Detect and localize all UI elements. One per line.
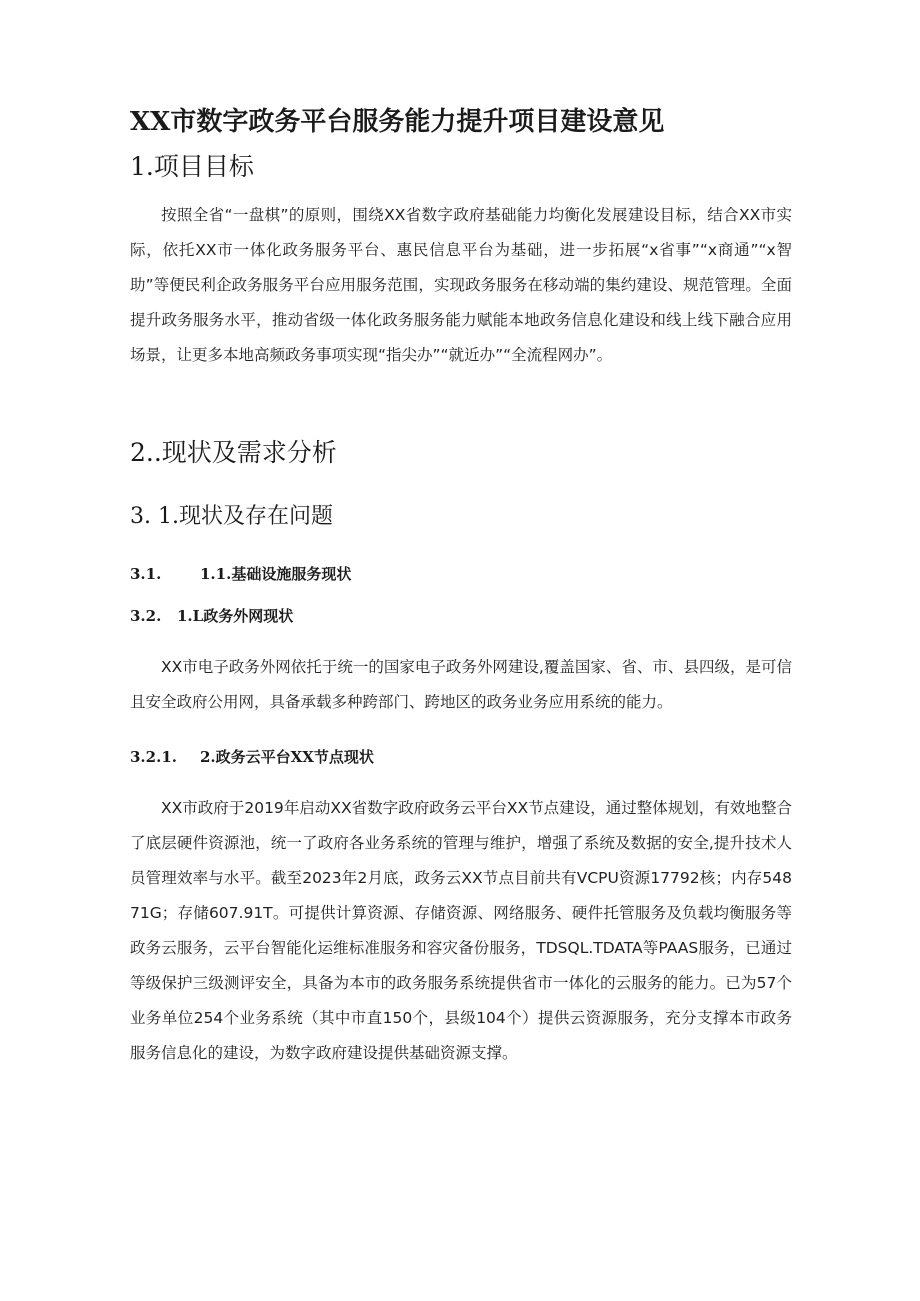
subheading-extranet <box>130 605 293 627</box>
section-heading-status-analysis: 2..现状及需求分析 <box>130 438 337 467</box>
subheading-infrastructure <box>130 563 351 585</box>
subheading-label: 1.1.基础设施服务现状 <box>200 565 352 583</box>
subheading-label: 1.L政务外网现状 <box>177 607 294 625</box>
subheading-cloud-platform <box>130 746 374 768</box>
subheading-label: 2.政务云平台XX节点现状 <box>200 748 374 766</box>
goals-paragraph: 按照全省“一盘棋”的原则，围绕XX省数字政府基础能力均衡化发展建设目标，结合XX市实际，依托XX市一体化政务服务平台、惠民信息平台为基础，进一步拓展“x省事”“x商通”“x智助”等便民利企政务服务平台应用服务范围，实现政务服务在移动端的集约建设、规范管理。全面提升政务服务水平，推动省级一体化政务服务能力赋能本地政务信息化建设和线上线下融合应用场景，让更多本地高频政务事项实现“指尖办”“就近办”“全流程网办”。 <box>130 206 792 364</box>
subheading-number: 3.2.1. <box>130 748 177 766</box>
section-heading-goals: 1.项目目标 <box>130 152 254 181</box>
subheading-number: 3.1. <box>130 565 162 583</box>
extranet-paragraph: XX市电子政务外网依托于统一的国家电子政务外网建设,覆盖国家、省、市、县四级，是可信且安全政府公用网，具备承载多种跨部门、跨地区的政务业务应用系统的能力。 <box>130 658 792 711</box>
section-heading-status-problems: 3. 1.现状及存在问题 <box>130 504 333 529</box>
document-title: XX市数字政务平台服务能力提升项目建设意见 <box>130 107 665 137</box>
subheading-number: 3.2. <box>130 607 162 625</box>
cloud-platform-paragraph: XX市政府于2019年启动XX省数字政府政务云平台XX节点建设，通过整体规划，有效地整合了底层硬件资源池，统一了政府各业务系统的管理与维护，增强了系统及数据的安全,提升技术人员管理效率与水平。截至2023年2月底，政务云XX节点目前共有VCPU资源17792核；内存54871G；存储607.91T。可提供计算资源、存储资源、网络服务、硬件托管服务及负载均衡服务等政务云服务，云平台智能化运维标准服务和容灾备份服务，TDSQL.TDATA等PAAS服务，已通过等级保护三级测评安全，具备为本市的政务服务系统提供省市一体化的云服务的能力。已为57个业务单位254个业务系统（其中市直150个，县级104个）提供云资源服务，充分支撑本市政务服务信息化的建设，为数字政府建设提供基础资源支撑。 <box>130 799 792 1062</box>
